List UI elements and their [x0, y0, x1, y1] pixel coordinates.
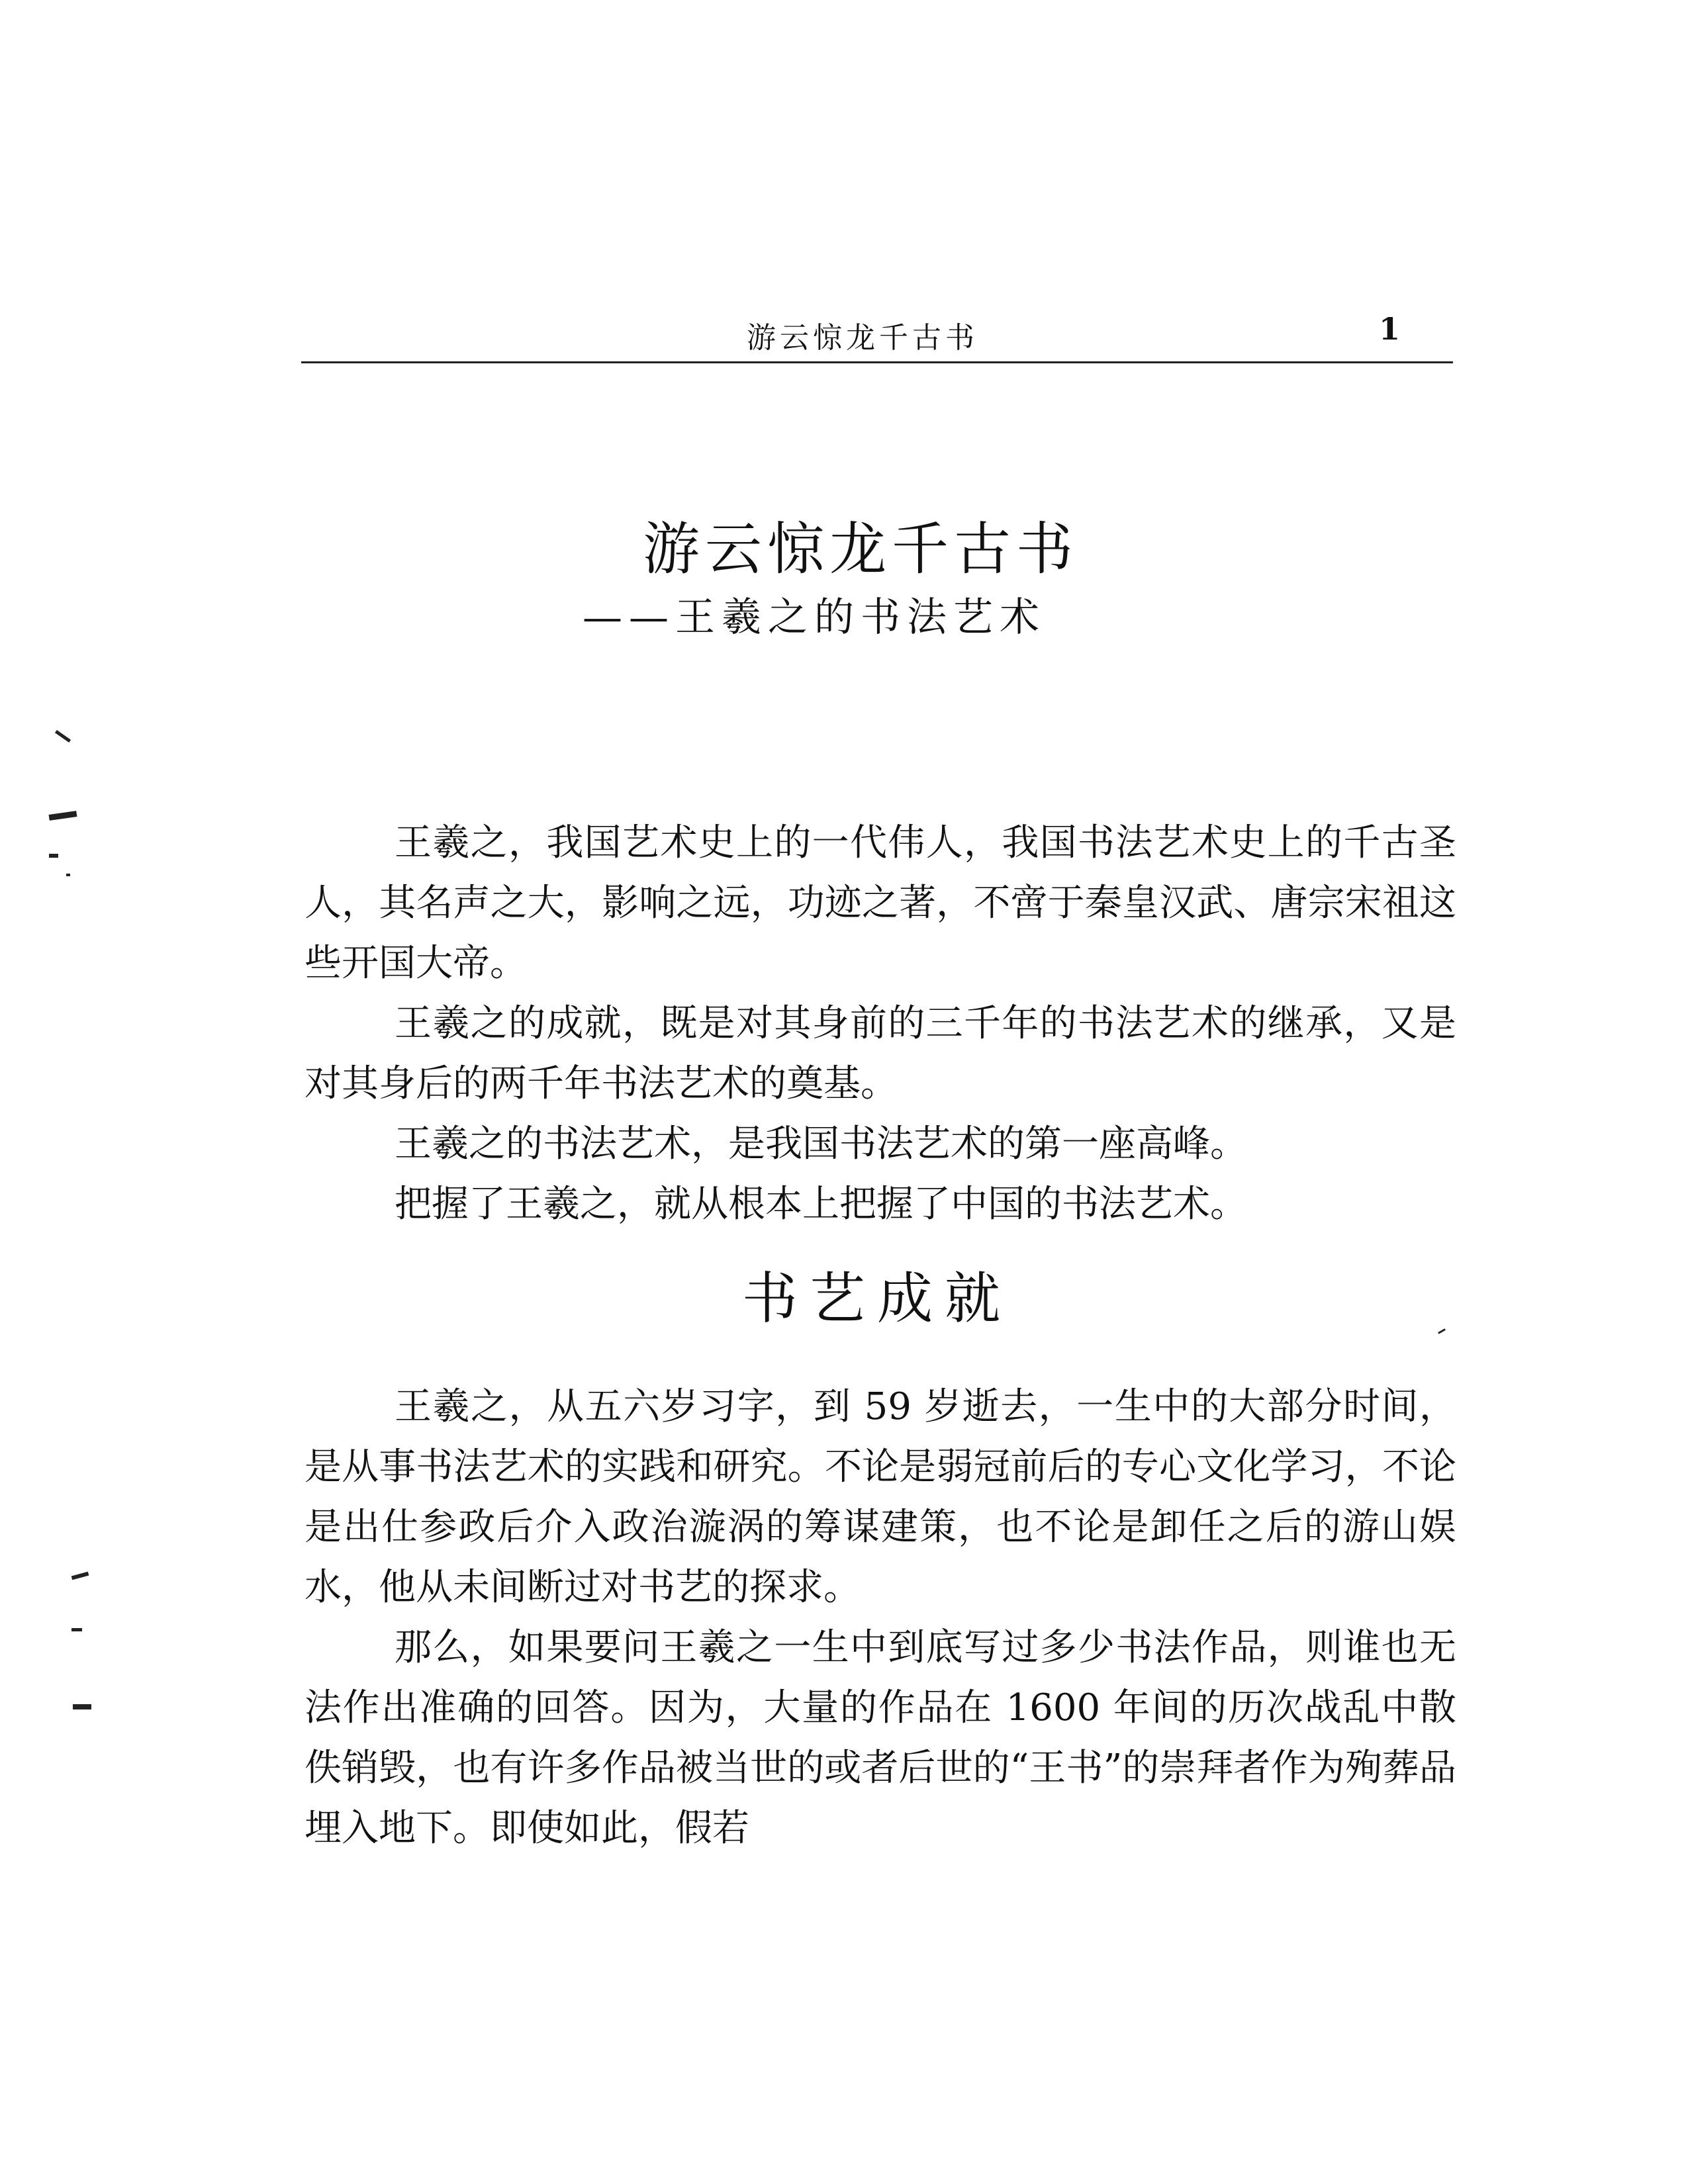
chapter-subtitle: ——王羲之的书法艺术 — [583, 594, 1046, 641]
scan-mark — [71, 1628, 82, 1631]
scan-mark — [49, 854, 58, 858]
scan-mark — [71, 1572, 89, 1580]
section-text — [305, 1377, 1456, 1858]
paragraph: 王羲之，我国艺术史上的一代伟人，我国书法艺术史上的千古圣人，其名声之大，影响之远，功迹之著，不啻于秦皇汉武、唐宗宋祖这些开国大帝。 — [305, 821, 1456, 985]
paragraph: 把握了王羲之，就从根本上把握了中国的书法艺术。 — [395, 1183, 1247, 1226]
paragraph: 那么，如果要问王羲之一生中到底写过多少书法作品，则谁也无法作出准确的回答。因为，大量的作品在 1600 年间的历次战乱中散佚销毁，也有许多作品被当世的或者后世的“王书”的崇拜者作为殉葬品埋入地下。即使如此，假若 — [305, 1626, 1456, 1850]
intro-text — [305, 813, 1456, 1234]
paragraph: 王羲之的成就，既是对其身前的三千年的书法艺术的继承，又是对其身后的两千年书法艺术的奠基。 — [305, 1002, 1456, 1105]
header-rule — [301, 361, 1453, 363]
section-title: 书艺成就 — [741, 1266, 1012, 1331]
paragraph: 王羲之，从五六岁习字，到 59 岁逝去，一生中的大部分时间，是从事书法艺术的实践和研究。不论是弱冠前后的专心文化学习，不论是出仕参政后介入政治漩涡的筹谋建策，也不论是卸任之后的游山娱水，他从未间断过对书艺的探求。 — [305, 1385, 1456, 1609]
running-title: 游云惊龙千古书 — [747, 321, 978, 355]
running-header — [301, 304, 1453, 365]
page-number: 1 — [1379, 311, 1401, 347]
scan-mark — [73, 1704, 91, 1709]
chapter-title: 游云惊龙千古书 — [643, 516, 1078, 582]
scan-mark — [66, 874, 70, 876]
scan-mark — [55, 730, 71, 743]
paragraph: 王羲之的书法艺术，是我国书法艺术的第一座高峰。 — [395, 1122, 1247, 1165]
scan-mark — [49, 811, 77, 821]
